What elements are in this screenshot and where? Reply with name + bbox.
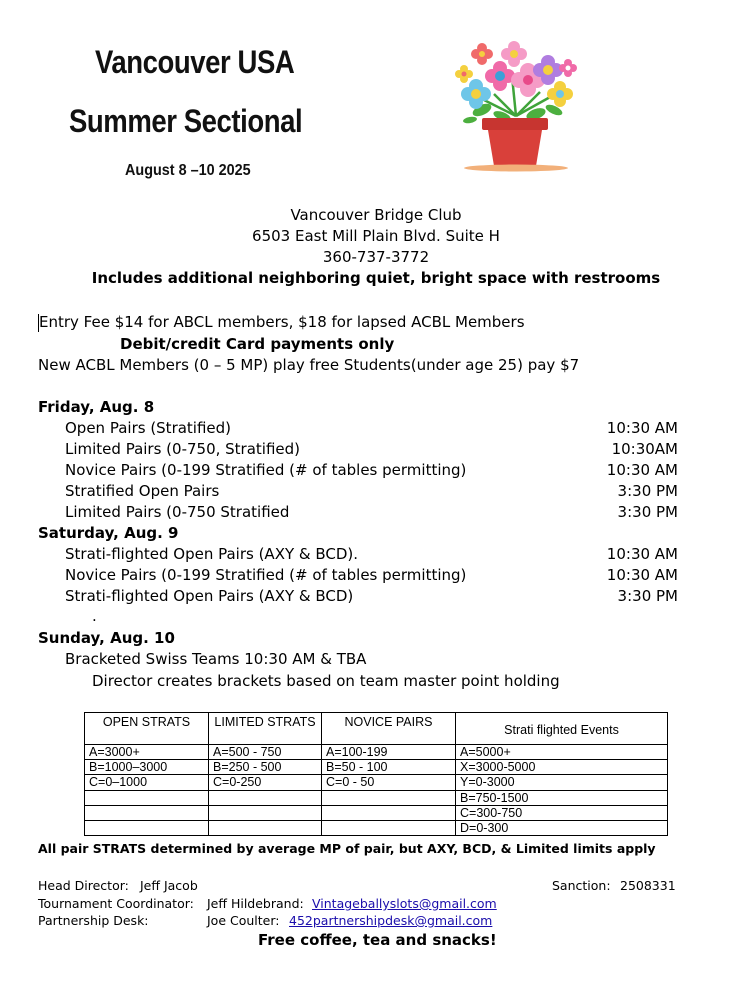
table-header-row (85, 713, 668, 745)
sunday-heading: Sunday, Aug. 10 (38, 629, 175, 647)
header-limited-strats: LIMITED STRATS (209, 713, 322, 745)
friday-time-4: 3:30 PM (617, 482, 678, 500)
head-director-label: Head Director: (38, 878, 129, 893)
table-cell (322, 820, 456, 835)
table-cell: D=0-300 (456, 820, 668, 835)
flower-pot-icon (452, 36, 580, 174)
saturday-time-2: 10:30 AM (606, 566, 678, 584)
table-cell (322, 790, 456, 805)
header-strati-flighted: Strati flighted Events (456, 713, 668, 745)
event-dates: August 8 –10 2025 (125, 162, 251, 179)
table-cell (209, 805, 322, 820)
table-cell: B=750-1500 (456, 790, 668, 805)
table-row (85, 775, 668, 790)
coordinator-email-link[interactable]: Vintageballyslots@gmail.com (312, 896, 497, 911)
title-line-1: Vancouver USA (95, 44, 295, 80)
header-novice-pairs: NOVICE PAIRS (322, 713, 456, 745)
table-row (85, 820, 668, 835)
friday-event-1: Open Pairs (Stratified) (65, 419, 232, 437)
saturday-time-3: 3:30 PM (617, 587, 678, 605)
table-cell: B=50 - 100 (322, 760, 456, 775)
friday-event-2: Limited Pairs (0-750, Stratified) (65, 440, 301, 458)
table-cell: X=3000-5000 (456, 760, 668, 775)
table-row (85, 805, 668, 820)
venue-note: Includes additional neighboring quiet, bright space with restrooms (91, 269, 661, 287)
sanction-number: 2508331 (620, 878, 676, 893)
table-cell: C=0–1000 (85, 775, 209, 790)
table-cell (209, 790, 322, 805)
table-cell: C=0 - 50 (322, 775, 456, 790)
table-row (85, 760, 668, 775)
friday-time-3: 10:30 AM (606, 461, 678, 479)
saturday-heading: Saturday, Aug. 9 (38, 524, 179, 542)
closing-note: Free coffee, tea and snacks! (258, 931, 497, 949)
friday-event-3: Novice Pairs (0-199 Stratified (# of tables permitting) (65, 461, 467, 479)
table-cell: A=100-199 (322, 745, 456, 760)
table-cell (322, 805, 456, 820)
stray-dot: . (92, 607, 97, 625)
strats-table (84, 712, 668, 836)
friday-time-1: 10:30 AM (606, 419, 678, 437)
new-members-note: New ACBL Members (0 – 5 MP) play free Students(under age 25) pay $7 (38, 356, 580, 374)
table-row (85, 790, 668, 805)
table-cell: B=250 - 500 (209, 760, 322, 775)
head-director-name: Jeff Jacob (140, 878, 198, 893)
table-cell: C=300-750 (456, 805, 668, 820)
friday-heading: Friday, Aug. 8 (38, 398, 155, 416)
table-cell: B=1000–3000 (85, 760, 209, 775)
table-cell (85, 790, 209, 805)
venue-address: 6503 East Mill Plain Blvd. Suite H (252, 227, 500, 245)
partnership-label: Partnership Desk: (38, 913, 149, 928)
table-cell (85, 805, 209, 820)
sunday-note: Director creates brackets based on team master point holding (92, 672, 560, 690)
sanction-label: Sanction: (552, 878, 611, 893)
title-line-2: Summer Sectional (69, 103, 303, 139)
table-cell: Y=0-3000 (456, 775, 668, 790)
friday-time-2: 10:30AM (611, 440, 678, 458)
friday-time-5: 3:30 PM (617, 503, 678, 521)
table-cell: A=5000+ (456, 745, 668, 760)
venue-phone: 360-737-3772 (322, 248, 430, 266)
sunday-event: Bracketed Swiss Teams 10:30 AM & TBA (65, 650, 367, 668)
strats-footnote: All pair STRATS determined by average MP of pair, but AXY, BCD, & Limited limits apply (38, 841, 656, 856)
saturday-event-2: Novice Pairs (0-199 Stratified (# of tables permitting) (65, 566, 467, 584)
table-cell: A=3000+ (85, 745, 209, 760)
payment-note: Debit/credit Card payments only (120, 335, 395, 353)
saturday-time-1: 10:30 AM (606, 545, 678, 563)
friday-event-5: Limited Pairs (0-750 Stratified (65, 503, 290, 521)
venue-name: Vancouver Bridge Club (290, 206, 462, 224)
entry-fee: Entry Fee $14 for ABCL members, $18 for lapsed ACBL Members (39, 313, 525, 331)
saturday-event-1: Strati-flighted Open Pairs (AXY & BCD). (65, 545, 359, 563)
saturday-event-3: Strati-flighted Open Pairs (AXY & BCD) (65, 587, 354, 605)
partnership-name: Joe Coulter: (207, 913, 280, 928)
coordinator-label: Tournament Coordinator: (38, 896, 194, 911)
friday-event-4: Stratified Open Pairs (65, 482, 220, 500)
table-cell: A=500 - 750 (209, 745, 322, 760)
table-cell (85, 820, 209, 835)
table-cell: C=0-250 (209, 775, 322, 790)
partnership-email-link[interactable]: 452partnershipdesk@gmail.com (289, 913, 493, 928)
header-open-strats: OPEN STRATS (85, 713, 209, 745)
coordinator-name: Jeff Hildebrand: (207, 896, 304, 911)
table-row (85, 745, 668, 760)
table-cell (209, 820, 322, 835)
